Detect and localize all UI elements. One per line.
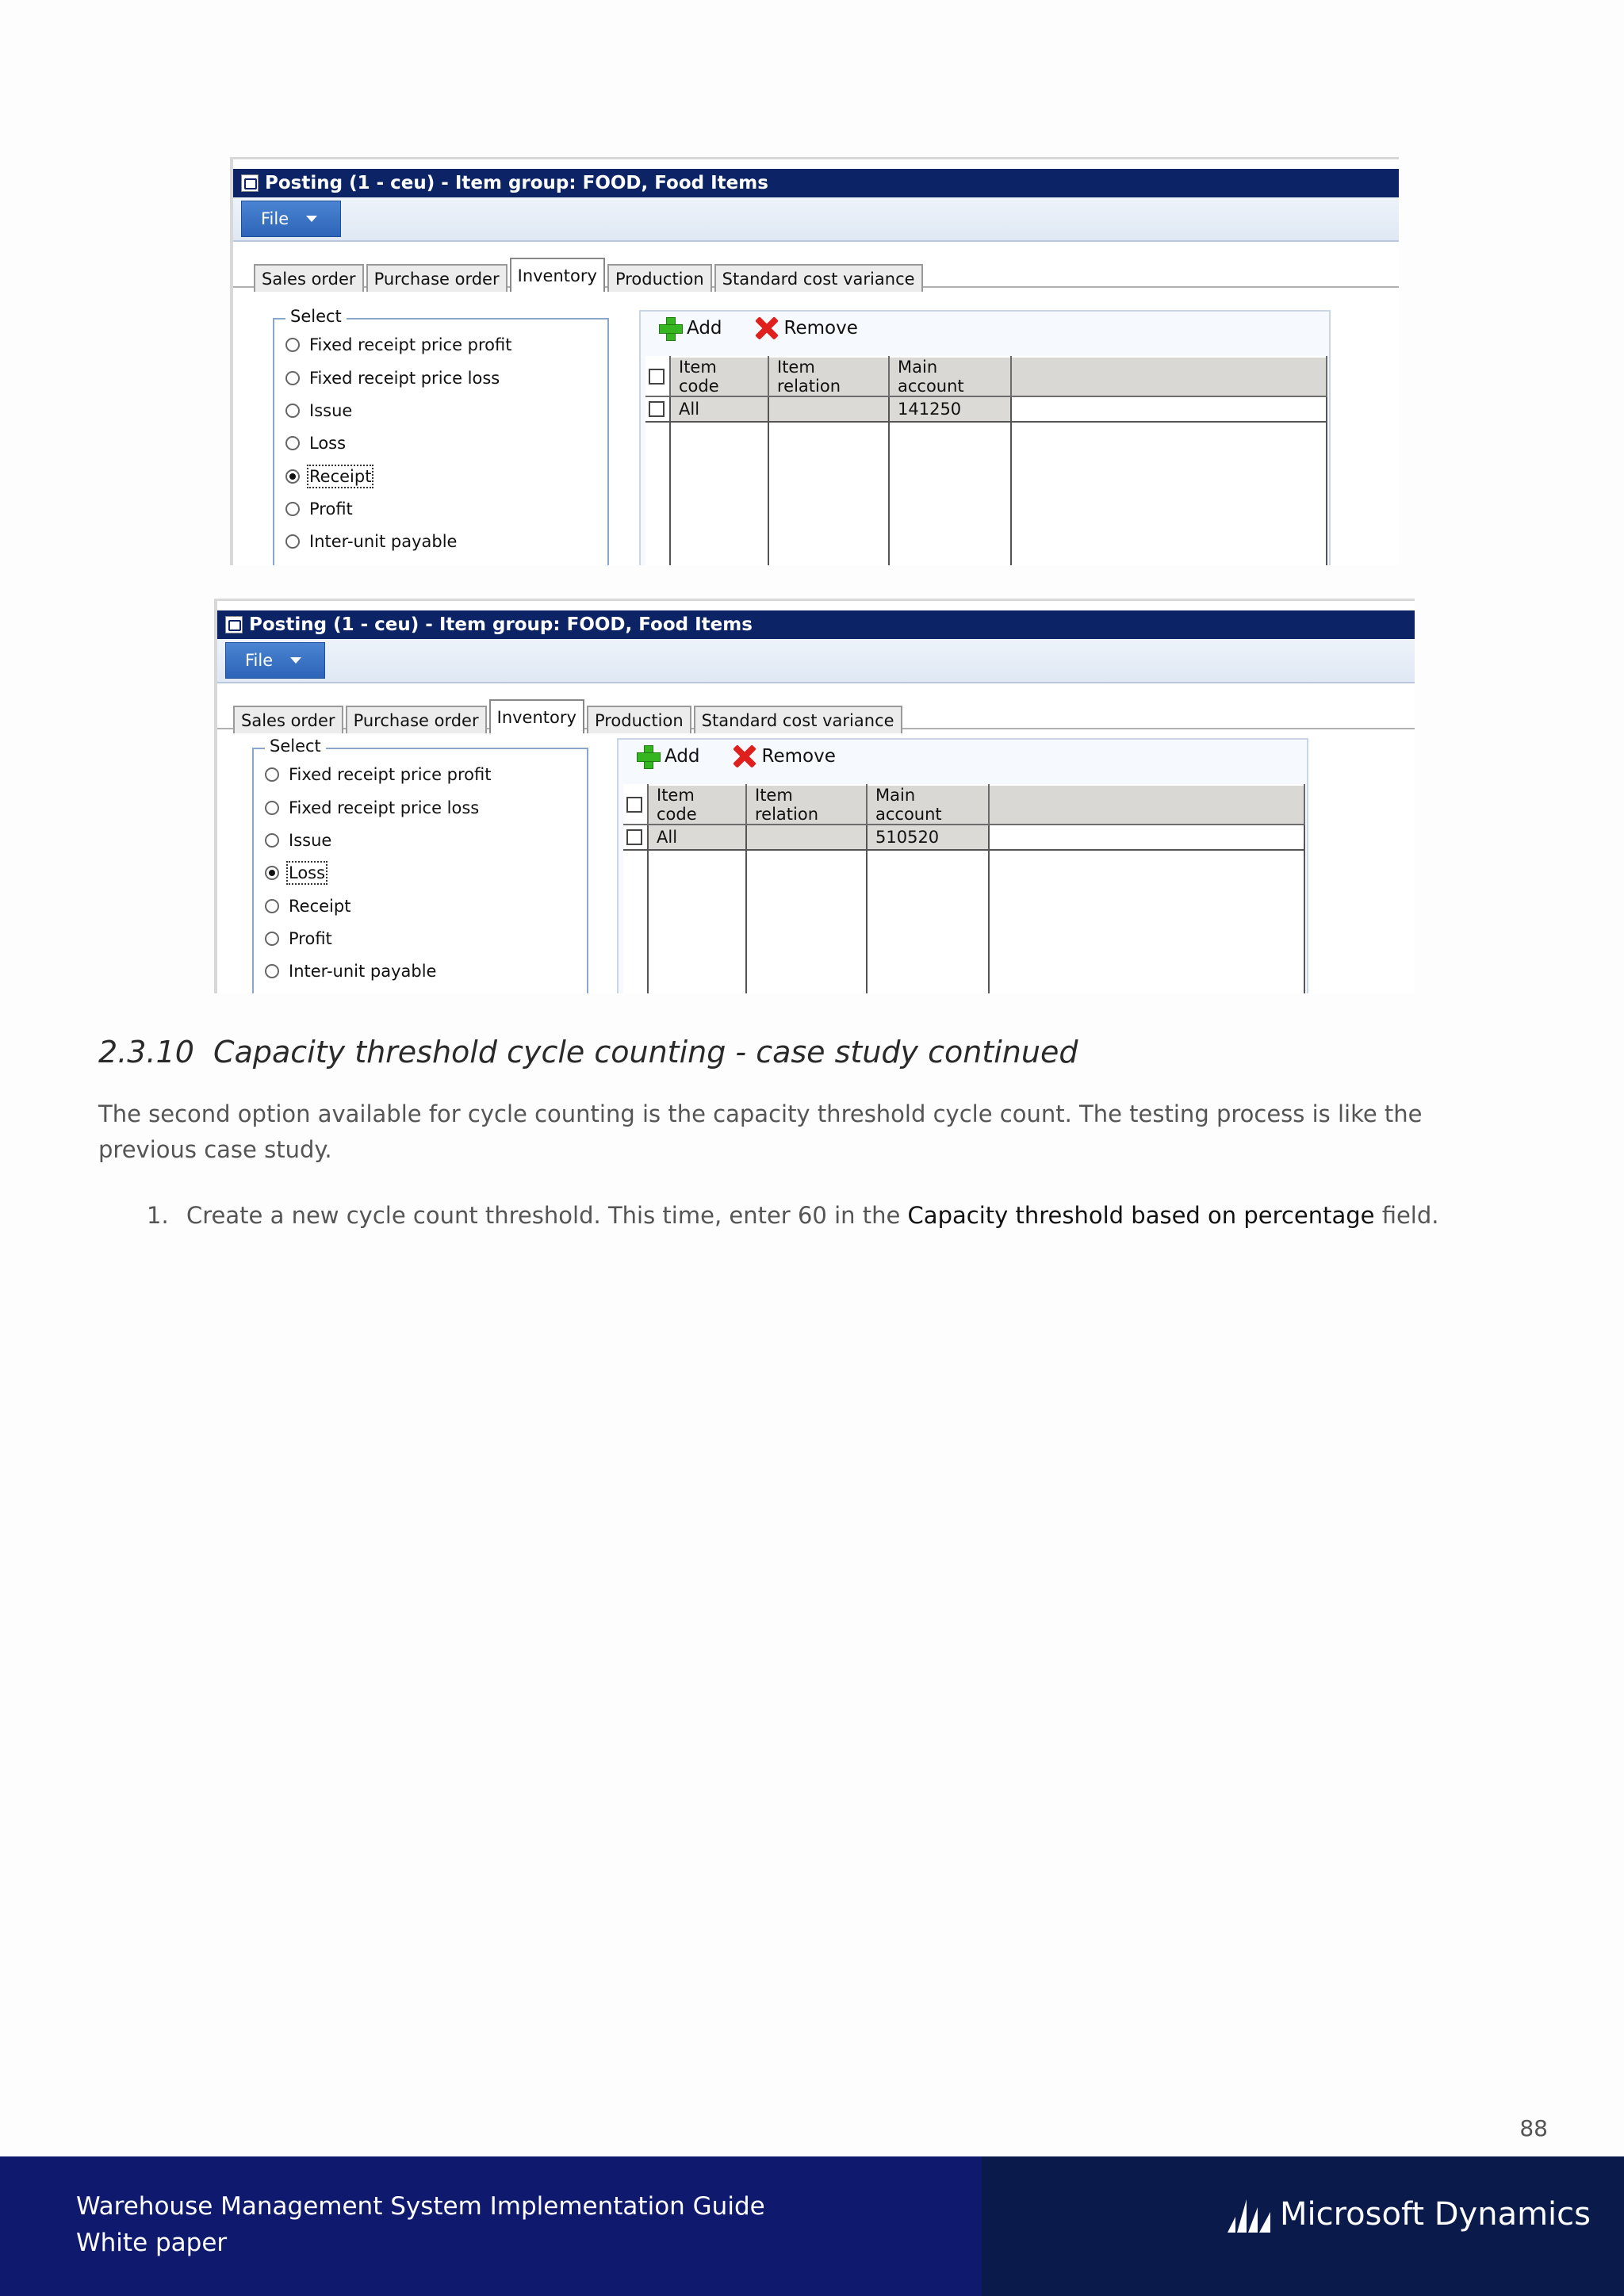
window-titlebar: [217, 610, 1415, 639]
tab-purchase-order[interactable]: Purchase order: [346, 706, 487, 733]
radio-button[interactable]: [265, 964, 279, 978]
row-check-cell[interactable]: [623, 825, 648, 850]
radio-fixed-receipt-price-loss[interactable]: [265, 798, 479, 817]
page-number: 88: [1519, 2115, 1548, 2141]
radio-button[interactable]: [265, 899, 279, 913]
dynamics-logo-icon: [1228, 2196, 1272, 2233]
add-button[interactable]: [658, 316, 722, 340]
posting-grid-panel: [639, 310, 1331, 565]
tab-sales-order[interactable]: Sales order: [254, 264, 364, 292]
add-icon: [658, 316, 682, 340]
select-all-checkbox[interactable]: [649, 369, 665, 385]
tab-production[interactable]: Production: [607, 264, 712, 292]
remove-button[interactable]: [754, 316, 858, 340]
radio-button[interactable]: [285, 371, 300, 385]
radio-button[interactable]: [265, 833, 279, 848]
footer-text: [76, 2188, 765, 2261]
cell-filler: [989, 825, 1304, 850]
select-group: [252, 737, 588, 993]
radio-label: Loss: [309, 434, 347, 453]
radio-label: Loss: [289, 863, 326, 882]
column-header-main-account[interactable]: Main account: [889, 357, 1011, 396]
section-title: Capacity threshold cycle counting - case study continued: [213, 1035, 1078, 1070]
ribbon: [217, 639, 1415, 683]
document-type: White paper: [76, 2229, 228, 2257]
step-text: Create a new cycle count threshold. This time, enter 60 in the: [186, 1202, 908, 1229]
radio-receipt[interactable]: [285, 467, 371, 486]
add-icon: [636, 744, 660, 768]
step-text-end: field.: [1374, 1202, 1439, 1229]
radio-label: Fixed receipt price loss: [309, 369, 500, 388]
delete-icon: [754, 316, 778, 340]
chevron-down-icon: [290, 657, 301, 664]
table-row[interactable]: [623, 825, 1304, 850]
radio-label: Issue: [309, 401, 353, 420]
table-row[interactable]: [645, 396, 1327, 422]
select-legend: Select: [265, 737, 326, 756]
radio-fixed-receipt-price-profit[interactable]: [285, 335, 511, 354]
radio-inter-unit-payable[interactable]: [265, 962, 436, 981]
radio-label: Inter-unit payable: [309, 532, 458, 551]
radio-label: Fixed receipt price profit: [309, 335, 512, 354]
select-all-cell[interactable]: [623, 785, 648, 825]
cell-item-relation[interactable]: [768, 396, 889, 422]
radio-button[interactable]: [285, 502, 300, 516]
radio-label: Inter-unit payable: [289, 962, 437, 981]
form-icon: [225, 616, 243, 633]
radio-issue[interactable]: [265, 831, 331, 850]
window-titlebar: [233, 169, 1399, 197]
microsoft-dynamics-logo: [1228, 2196, 1591, 2233]
empty-cell: [989, 850, 1304, 993]
radio-issue[interactable]: [285, 401, 352, 420]
radio-button[interactable]: [265, 767, 279, 782]
remove-label: Remove: [783, 318, 858, 339]
form-icon: [241, 174, 259, 192]
cell-filler: [1011, 396, 1327, 422]
document-title: Warehouse Management System Implementation Guide: [76, 2192, 765, 2221]
select-group: [273, 307, 609, 565]
radio-loss[interactable]: [285, 434, 346, 453]
radio-fixed-receipt-price-loss[interactable]: [285, 369, 500, 388]
radio-label: Receipt: [289, 897, 351, 916]
cell-main-account[interactable]: 141250: [889, 396, 1011, 422]
remove-label: Remove: [761, 746, 836, 767]
list-text: [186, 1202, 1439, 1229]
grid-toolbar: [636, 744, 868, 768]
radio-button[interactable]: [285, 338, 300, 352]
grid-header-row: [645, 357, 1327, 396]
radio-label: Fixed receipt price loss: [289, 798, 480, 817]
column-header-item-relation[interactable]: Item relation: [768, 357, 889, 396]
select-legend: Select: [285, 307, 347, 326]
window-title: Posting (1 - ceu) - Item group: FOOD, Food Items: [249, 614, 753, 635]
radio-inter-unit-payable[interactable]: [285, 532, 457, 551]
add-label: Add: [665, 746, 700, 767]
tab-inventory[interactable]: Inventory: [489, 699, 584, 733]
empty-cell: [746, 850, 867, 993]
tab-strip: [254, 258, 925, 292]
ribbon: [233, 197, 1399, 242]
radio-button[interactable]: [265, 932, 279, 946]
select-all-checkbox[interactable]: [626, 797, 642, 813]
remove-button[interactable]: [732, 744, 836, 768]
posting-grid: [623, 784, 1305, 993]
tab-standard-cost-variance[interactable]: Standard cost variance: [714, 264, 923, 292]
file-label: File: [261, 209, 289, 228]
radio-button-selected[interactable]: [265, 866, 279, 880]
add-label: Add: [687, 318, 722, 339]
cell-main-account[interactable]: 510520: [867, 825, 989, 850]
empty-grid-area: [623, 850, 1304, 993]
radio-label: Profit: [309, 499, 353, 519]
column-header-item-relation[interactable]: Item relation: [746, 785, 867, 825]
radio-label: Receipt: [309, 467, 372, 486]
select-all-cell[interactable]: [645, 357, 670, 396]
radio-label: Profit: [289, 929, 332, 948]
radio-label: Fixed receipt price profit: [289, 765, 492, 784]
empty-cell: [768, 422, 889, 565]
tab-strip: [233, 699, 905, 733]
row-checkbox[interactable]: [649, 401, 665, 417]
empty-cell: [867, 850, 989, 993]
tab-inventory[interactable]: Inventory: [510, 258, 605, 292]
chevron-down-icon: [306, 216, 317, 222]
list-number: 1.: [147, 1202, 169, 1229]
cell-item-relation[interactable]: [746, 825, 867, 850]
row-checkbox[interactable]: [626, 829, 642, 845]
file-menu-button[interactable]: [225, 642, 325, 679]
column-header-item-code[interactable]: Item code: [670, 357, 768, 396]
radio-fixed-receipt-price-profit[interactable]: [265, 765, 491, 784]
column-header-filler: [989, 785, 1304, 825]
file-label: File: [245, 651, 274, 670]
row-check-cell[interactable]: [645, 396, 670, 422]
column-header-item-code[interactable]: Item code: [648, 785, 746, 825]
tab-sales-order[interactable]: Sales order: [233, 706, 343, 733]
posting-window-loss: [214, 599, 1415, 993]
posting-grid-panel: [617, 738, 1308, 993]
empty-cell: [889, 422, 1011, 565]
empty-cell: [645, 422, 670, 565]
delete-icon: [732, 744, 756, 768]
field-name: Capacity threshold based on percentage: [907, 1202, 1375, 1229]
radio-label: Issue: [289, 831, 332, 850]
posting-grid: [645, 356, 1327, 565]
window-title: Posting (1 - ceu) - Item group: FOOD, Food Items: [265, 173, 768, 193]
posting-window-receipt: [230, 157, 1399, 565]
radio-receipt[interactable]: [265, 897, 350, 916]
tab-purchase-order[interactable]: Purchase order: [366, 264, 508, 292]
grid-toolbar: [658, 316, 890, 340]
brand-name: Microsoft Dynamics: [1280, 2196, 1591, 2233]
empty-cell: [670, 422, 768, 565]
cell-item-code[interactable]: All: [670, 396, 768, 422]
radio-button-selected[interactable]: [285, 469, 300, 484]
tab-production[interactable]: Production: [587, 706, 691, 733]
radio-button[interactable]: [285, 404, 300, 418]
radio-profit[interactable]: [265, 929, 332, 948]
radio-profit[interactable]: [285, 499, 353, 519]
list-item: [147, 1202, 1439, 1229]
radio-button[interactable]: [285, 436, 300, 450]
cell-item-code[interactable]: All: [648, 825, 746, 850]
column-header-filler: [1011, 357, 1327, 396]
section-number: 2.3.10: [98, 1035, 194, 1070]
empty-grid-area: [645, 422, 1327, 565]
empty-cell: [1011, 422, 1327, 565]
radio-button[interactable]: [285, 534, 300, 549]
tab-standard-cost-variance[interactable]: Standard cost variance: [694, 706, 902, 733]
add-button[interactable]: [636, 744, 700, 768]
empty-cell: [648, 850, 746, 993]
column-header-main-account[interactable]: Main account: [867, 785, 989, 825]
radio-button[interactable]: [265, 801, 279, 815]
section-heading: [98, 1035, 1078, 1070]
grid-header-row: [623, 785, 1304, 825]
radio-loss[interactable]: [265, 863, 325, 882]
body-paragraph: The second option available for cycle counting is the capacity threshold cycle count. The testing process is like the previous case study.: [98, 1100, 1423, 1163]
empty-cell: [623, 850, 648, 993]
file-menu-button[interactable]: [241, 201, 341, 237]
